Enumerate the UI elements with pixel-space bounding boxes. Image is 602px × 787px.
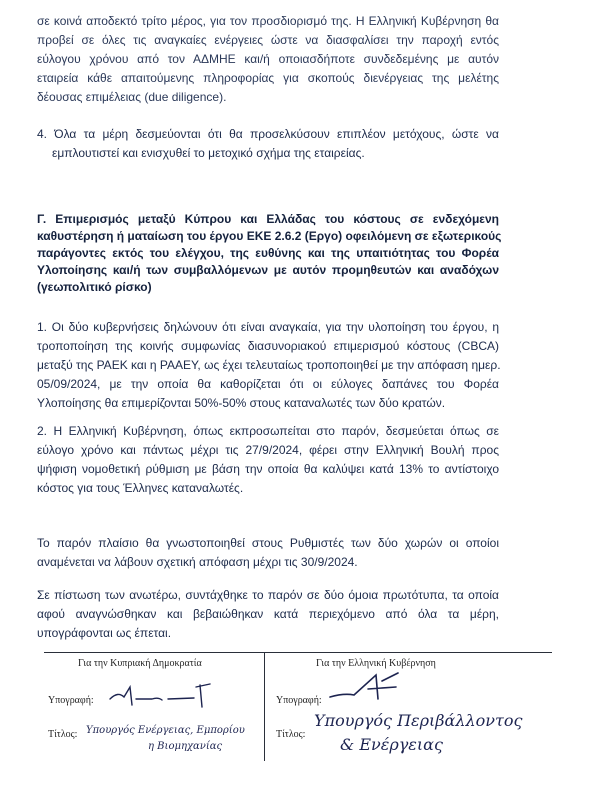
- g1-line-2: τροποποίηση της κοινής συμφωνίας διασυνοριακού επιμερισμού κόστους (CBCA): [37, 339, 499, 353]
- section-g-heading-line-5: (γεωπολιτικό ρίσκο): [37, 280, 152, 294]
- left-title-handwritten-line-2: η Βιομηχανίας: [148, 741, 223, 752]
- g1-line-3: μεταξύ της ΡΑΕΚ και η ΡΑΑΕΥ, ως έχει τελευταίως τροποποιηθεί με την απόφαση ημερ.: [37, 358, 501, 372]
- right-signature-image: [324, 667, 414, 707]
- left-title-label: Τίτλος:: [48, 729, 78, 740]
- section-g-heading-line-4: Υλοποίησης και/ή των συμβαλλόμενων με αυτόν προμηθευτών και αναδόχων: [37, 263, 499, 277]
- g2-line-1: 2. Η Ελληνική Κυβέρνηση, όπως εκπροσωπείται στο παρόν, δεσμεύεται όπως σε: [37, 424, 499, 438]
- item4-line-2: εμπλουτιστεί και ενισχυθεί το μετοχικό σχήμα της εταιρείας.: [52, 146, 365, 160]
- intro-line-4: εταιρεία κάθε απαιτούμενης πληροφορίας για σκοπούς διενέργειας της μελέτης: [37, 71, 499, 85]
- signature-divider: [264, 653, 265, 761]
- signature-block: [44, 652, 552, 761]
- notify-line-1: Το παρόν πλαίσιο θα γνωστοποιηθεί στους Ρυθμιστές των δύο χωρών οι οποίοι: [37, 536, 499, 550]
- notify-line-2: αναμένεται να λάβουν σχετική απόφαση μέχρι τις 30/9/2024.: [37, 555, 358, 569]
- g1-line-5: Υλοποίησης θα επιμερίζονται 50%-50% στους καταναλωτές των δύο κρατών.: [37, 396, 446, 410]
- right-title-handwritten-line-2: & Ενέργειας: [340, 735, 443, 754]
- item4-line-1: 4. Όλα τα μέρη δεσμεύονται ότι θα προσελκύσουν επιπλέον μετόχους, ώστε να: [37, 127, 499, 141]
- left-signature-image: [106, 681, 226, 711]
- right-title-label: Τίτλος:: [276, 729, 306, 740]
- closing-line-1: Σε πίστωση των ανωτέρω, συντάχθηκε το παρόν σε δύο όμοια πρωτότυπα, τα οποία: [37, 588, 499, 602]
- section-g-heading-line-2: καθυστέρηση ή ματαίωση του έργου ΕΚΕ 2.6.2 (Εργο) οφειλόμενη σε εξωτερικούς: [37, 229, 502, 243]
- g2-line-3: ψήφιση νομοθετική ρύθμιση με βάση την οποία θα καλύψει κατά 13% το αντίστοιχο: [37, 462, 499, 476]
- left-signature-label: Υπογραφή:: [48, 695, 94, 706]
- g1-line-4: 05/09/2024, με την οποία θα καθορίζεται ότι οι εύλογες δαπάνες του Φορέα: [37, 377, 499, 391]
- section-g-heading-line-1: Γ. Επιμερισμός μεταξύ Κύπρου και Ελλάδας του κόστους σε ενδεχόμενη: [37, 212, 499, 226]
- g2-line-2: εύλογο χρόνο και πάντως μέχρι τις 27/9/2024, φέρει στην Ελληνική Βουλή προς: [37, 443, 499, 457]
- g2-line-4: κόστος για τους Έλληνες καταναλωτές.: [37, 481, 244, 495]
- intro-line-5: δέουσας επιμέλειας (due diligence).: [37, 90, 227, 104]
- intro-line-1: σε κοινά αποδεκτό τρίτο μέρος, για τον προσδιορισμό της. Η Ελληνική Κυβέρνηση θα: [37, 14, 499, 28]
- closing-line-3: υπογράφονται ως έπεται.: [37, 626, 172, 640]
- g1-line-1: 1. Οι δύο κυβερνήσεις δηλώνουν ότι είναι αναγκαία, για την υλοποίηση του έργου, η: [37, 320, 499, 334]
- left-signatory-header: Για την Κυπριακή Δημοκρατία: [78, 658, 202, 669]
- closing-line-2: αφού αναγνώσθηκαν και βεβαιώθηκαν κατά περιεχόμενο από όλα τα μέρη,: [37, 607, 499, 621]
- right-signatory-header: Για την Ελληνική Κυβέρνηση: [316, 658, 436, 669]
- right-title-handwritten-line-1: Υπουργός Περιβάλλοντος: [314, 711, 523, 730]
- intro-line-3: εύλογου χρόνου από τον ΑΔΜΗΕ και/ή οποιασδήποτε συνδεδεμένης με αυτόν: [37, 52, 499, 66]
- left-title-handwritten-line-1: Υπουργός Ενέργειας, Εμπορίου: [86, 725, 245, 736]
- right-signature-label: Υπογραφή:: [276, 695, 322, 706]
- section-g-heading-line-3: παράγοντες εκτός του ελέγχου, της ευθύνης και της υπαιτιότητας του Φορέα: [37, 246, 499, 260]
- intro-line-2: προβεί σε όλες τις αναγκαίες ενέργειες ώστε να διασφαλίσει την παροχή εντός: [37, 33, 499, 47]
